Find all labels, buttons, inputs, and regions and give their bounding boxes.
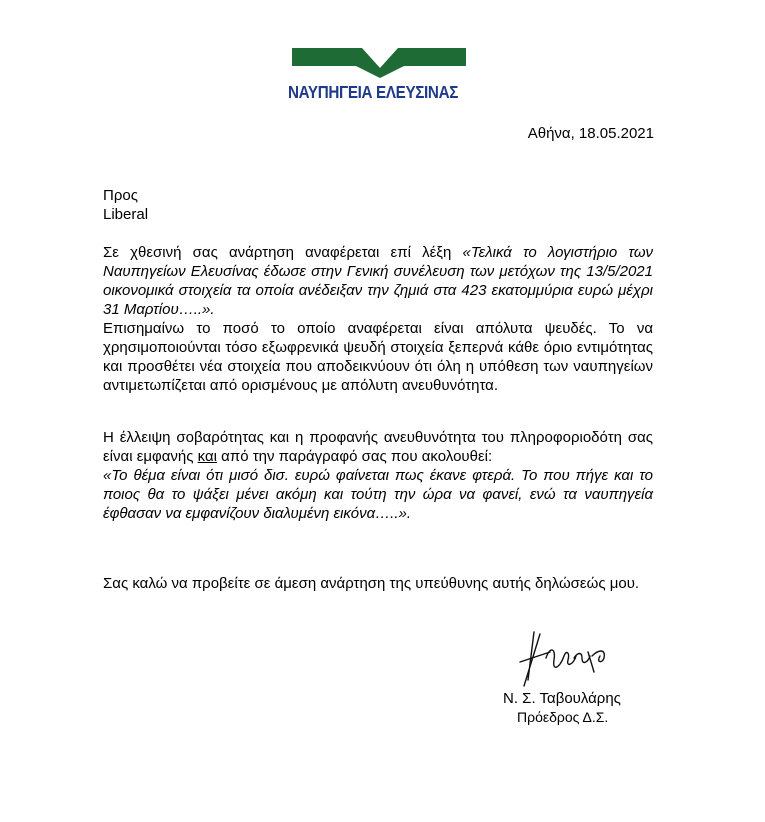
handwritten-signature bbox=[516, 628, 614, 688]
critique-text-start: Η έλλειψη σοβαρότητας και η προφανής ανευθυνότητα του πληροφοριοδότη σας είναι εμφανής bbox=[103, 429, 653, 465]
paragraph-request bbox=[103, 574, 653, 593]
request-text: Σας καλώ να προβείτε σε άμεση ανάρτηση της υπεύθυνης αυτής δηλώσεώς μου. bbox=[103, 575, 640, 592]
recipient-prefix: Προς bbox=[103, 187, 138, 204]
letter-date: Αθήνα, 18.05.2021 bbox=[527, 125, 654, 142]
letter-body-second bbox=[103, 428, 653, 523]
recipient-block bbox=[103, 186, 148, 224]
signatory-title: Πρόεδρος Δ.Σ. bbox=[517, 709, 609, 725]
paragraph-source-critique bbox=[103, 428, 653, 466]
paragraph-intro-text: Σε χθεσινή σας ανάρτηση αναφέρεται επί λέξη bbox=[103, 244, 463, 261]
quoted-paragraph: «Το θέμα είναι ότι μισό δισ. ευρώ φαίνεται πως έκανε φτερά. Το που πήγε και το ποιος θα το ψάξει μένει ακόμη και τούτη την ώρα να φανεί, ενώ τα ναυπηγεία έφθασαν να εμφανίζουν διαλυμένη εικόνα…..». bbox=[103, 467, 653, 522]
company-logo bbox=[288, 44, 470, 108]
logo-mark-icon bbox=[288, 44, 470, 80]
underlined-word: και bbox=[197, 448, 217, 465]
recipient-name: Liberal bbox=[103, 206, 149, 223]
quoted-claim-text: «Τελικά το λογιστήριο των Ναυπηγείων Ελευσίνας έδωσε στην Γενική συνέλευση των μετόχων της 13/5/2021 οικονομικά στοιχεία τα οποία ανέδειξαν την ζημιά στα 423 εκατομμύρια ευρώ μέχρι 31 Μαρτίου…..». bbox=[103, 244, 654, 318]
logo-text: ΝΑΥΠΗΓΕΙΑ ΕΛΕΥΣΙΝΑΣ bbox=[288, 82, 459, 102]
signatory-name: Ν. Σ. Ταβουλάρης bbox=[503, 690, 621, 707]
paragraph-quote-claim bbox=[103, 243, 653, 319]
paragraph-rebuttal: Επισημαίνω το ποσό το οποίο αναφέρεται είναι απόλυτα ψευδές. Το να χρησιμοποιούνται τόσο εξωφρενικά ψευδή στοιχεία ξεπερνά κάθε όριο εντιμότητας και προσθέτει νέα στοιχεία που αποδεικνύουν ότι όλη η υπόθεση των ναυπηγείων αντιμετωπίζεται από ορισμένους με απόλυτη ανευθυνότητα. bbox=[103, 320, 653, 394]
letter-body bbox=[103, 243, 653, 395]
critique-text-end: από την παράγραφό σας που ακολουθεί: bbox=[217, 448, 493, 465]
